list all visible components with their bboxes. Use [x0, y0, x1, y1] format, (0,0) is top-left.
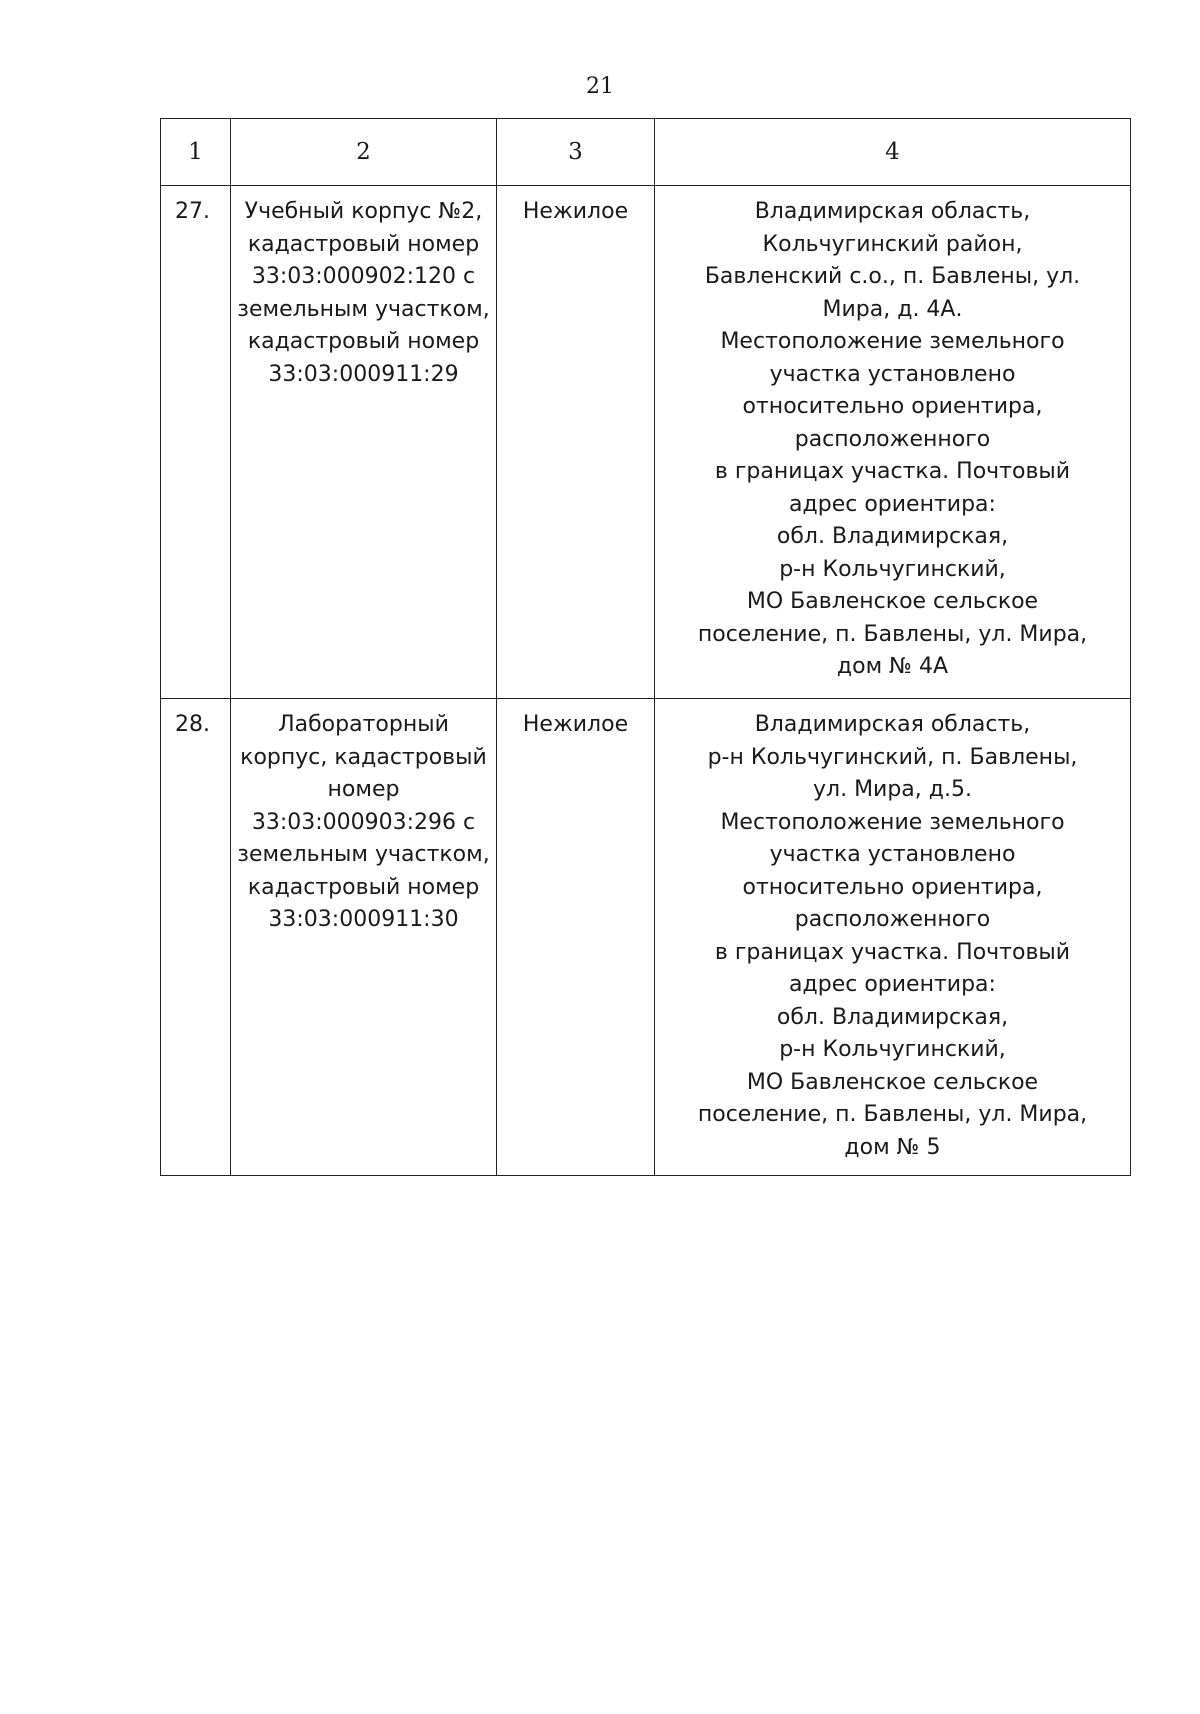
object-address — [655, 186, 1131, 699]
address-line: адрес ориентира: — [789, 491, 996, 517]
address-line: Владимирская область, — [754, 199, 1031, 224]
header-col-3: 3 — [497, 119, 655, 186]
object-line: 33:03:000911:30 — [268, 907, 459, 932]
row-number: 28. — [161, 699, 231, 1176]
address-line: р-н Кольчугинский, — [779, 1037, 1006, 1062]
property-table — [160, 118, 1131, 1176]
row-number: 27. — [161, 186, 231, 699]
address-line: участка установлено — [769, 361, 1016, 387]
address-line: Местоположение земельного — [720, 809, 1065, 835]
address-line: участка установлено — [769, 842, 1016, 867]
address-line: р-н Кольчугинский, п. Бавлены, — [707, 744, 1078, 770]
object-line: кадастровый номер — [247, 874, 480, 900]
address-line: дом № 4А — [836, 654, 949, 679]
object-line: Учебный корпус №2, — [244, 199, 483, 224]
address-line: расположенного — [794, 426, 991, 452]
address-line: Бавленский с.о., п. Бавлены, ул. — [704, 264, 1081, 289]
table-header-row — [161, 119, 1131, 186]
object-description — [231, 699, 497, 1176]
object-line: Лабораторный — [278, 712, 449, 737]
object-line: кадастровый номер — [247, 231, 480, 257]
address-line: МО Бавленское сельское — [746, 589, 1039, 614]
address-line: Местоположение земельного — [720, 329, 1065, 354]
object-type: Нежилое — [497, 699, 655, 1176]
address-line: поселение, п. Бавлены, ул. Мира, — [697, 1102, 1088, 1127]
header-col-4: 4 — [655, 119, 1131, 186]
object-line: кадастровый номер — [247, 329, 480, 354]
address-line: относительно ориентира, — [742, 874, 1043, 900]
address-line: Мира, д. 4А. — [822, 296, 963, 322]
address-line: Кольчугинский район, — [762, 231, 1023, 257]
address-line: Владимирская область, — [754, 712, 1031, 737]
address-line: в границах участка. Почтовый — [714, 939, 1071, 965]
address-line: р-н Кольчугинский, — [779, 556, 1006, 582]
address-line: дом № 5 — [844, 1134, 941, 1160]
header-col-1: 1 — [161, 119, 231, 186]
address-line: обл. Владимирская, — [776, 1004, 1009, 1030]
object-line: номер — [327, 777, 400, 802]
object-line: корпус, кадастровый — [240, 744, 487, 770]
address-line: обл. Владимирская, — [776, 524, 1009, 549]
object-line: 33:03:000902:120 с — [251, 264, 476, 289]
address-line: в границах участка. Почтовый — [714, 459, 1071, 484]
address-line: ул. Мира, д.5. — [813, 777, 972, 802]
table-row — [161, 699, 1131, 1176]
object-line: 33:03:000903:296 с — [251, 809, 476, 835]
object-address — [655, 699, 1131, 1176]
address-line: относительно ориентира, — [742, 394, 1043, 419]
table-row — [161, 186, 1131, 699]
header-col-2: 2 — [231, 119, 497, 186]
object-line: 33:03:000911:29 — [268, 361, 459, 387]
address-line: расположенного — [794, 907, 991, 932]
object-line: земельным участком, — [237, 296, 490, 322]
address-line: МО Бавленское сельское — [746, 1069, 1039, 1095]
page-number: 21 — [586, 74, 614, 99]
address-line: поселение, п. Бавлены, ул. Мира, — [697, 621, 1088, 647]
object-type: Нежилое — [497, 186, 655, 699]
address-line: адрес ориентира: — [789, 972, 996, 997]
object-line: земельным участком, — [237, 842, 490, 867]
object-description — [231, 186, 497, 699]
